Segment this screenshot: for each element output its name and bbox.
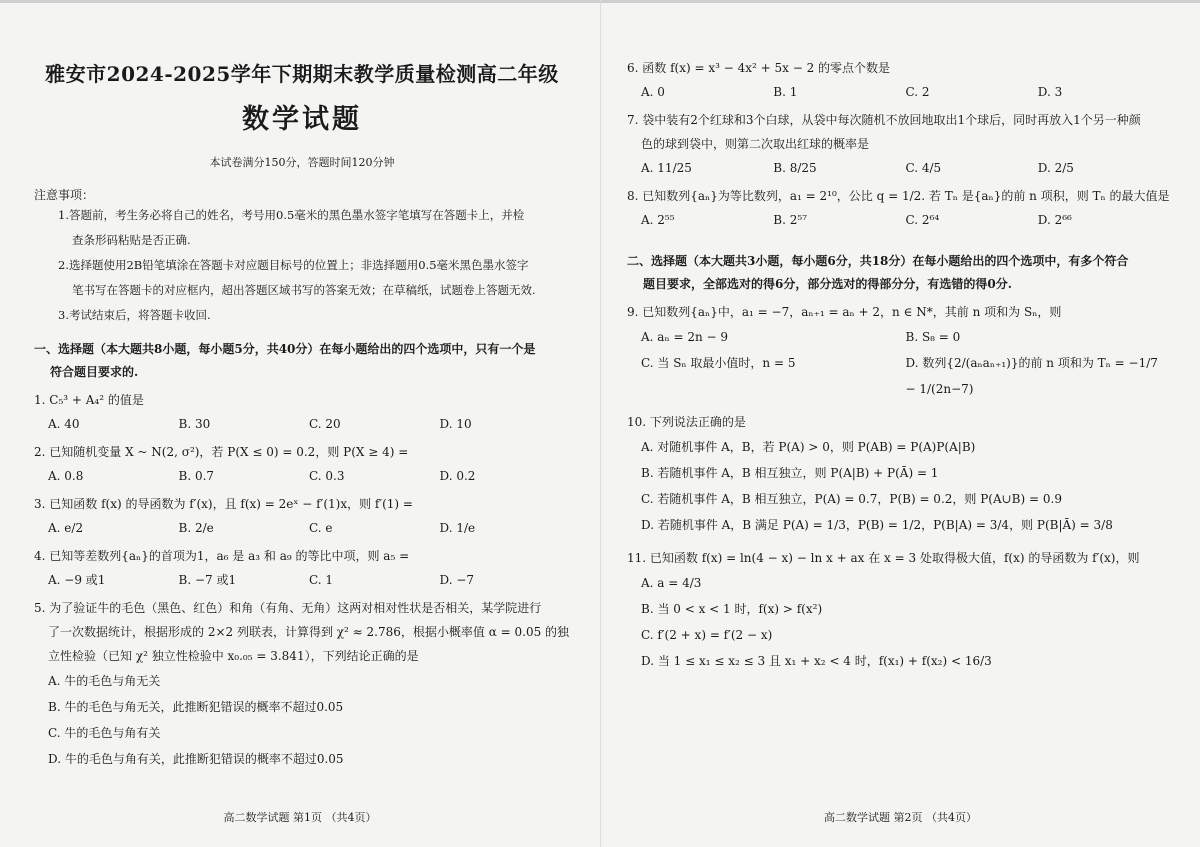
exam-title: 雅安市2024-2025学年下期期末教学质量检测高二年级 <box>45 62 559 86</box>
page-2-footer: 高二数学试题 第2页 （共4页） <box>824 811 977 824</box>
option-d: D. 数列{2/(aₙaₙ₊₁)}的前 n 项和为 Tₙ = −1/7 − 1/(2n−7) <box>905 356 1158 396</box>
option-b: B. 0.7 <box>178 469 215 483</box>
option-d: D. −7 <box>439 573 475 587</box>
option-d: D. 2/5 <box>1037 161 1074 175</box>
question-6 <box>627 56 1170 80</box>
question-10 <box>627 410 1170 434</box>
question-10-option-c: C. 若随机事件 A，B 相互独立，P(A) = 0.7，P(B) = 0.2，则 P(A∪B) = 0.9 <box>641 492 1062 506</box>
option-c: C. 2⁶⁴ <box>905 213 940 227</box>
option-b: B. 2⁵⁷ <box>773 213 807 227</box>
question-9 <box>627 300 1170 324</box>
question-4 <box>34 544 570 568</box>
note-2-line-a: 2.选择题使用2B铅笔填涂在答题卡对应题目标号的位置上；非选择题用0.5毫米黑色墨水签字 <box>58 258 529 272</box>
exam-subtitle: 数学试题 <box>242 104 362 135</box>
option-a: A. −9 或1 <box>48 573 106 587</box>
question-5-stem-3: 立性检验（已知 χ² 独立性检验中 x₀.₀₅ = 3.841），下列结论正确的是 <box>48 649 419 663</box>
question-5-stem-2: 了一次数据统计，根据形成的 2×2 列联表，计算得到 χ² ≈ 2.786，根据小概率值 α = 0.05 的独 <box>48 625 570 639</box>
question-5 <box>34 596 570 668</box>
question-1-stem: 1. C₅³ + A₄² 的值是 <box>34 393 144 407</box>
question-3-options <box>34 516 570 540</box>
question-11-option-a: A. a = 4/3 <box>641 576 702 590</box>
option-a: A. 2⁵⁵ <box>641 213 675 227</box>
note-3 <box>34 303 570 328</box>
question-5-option-d: D. 牛的毛色与角有关，此推断犯错误的概率不超过0.05 <box>48 752 344 766</box>
question-6-options <box>627 80 1170 104</box>
question-10-option-b: B. 若随机事件 A，B 相互独立，则 P(A|B) + P(Ā) = 1 <box>641 466 939 480</box>
exam-meta: 本试卷满分150分，答题时间120分钟 <box>209 156 395 169</box>
section-2-line-b: 题目要求，全部选对的得6分，部分选对的得部分分，有选错的得0分. <box>643 277 1012 291</box>
page-2 <box>600 0 1200 847</box>
option-c: C. e <box>309 521 333 535</box>
page-1-footer: 高二数学试题 第1页 （共4页） <box>223 811 377 824</box>
note-1 <box>34 203 570 253</box>
option-a: A. 0 <box>641 85 665 99</box>
question-3 <box>34 492 570 516</box>
option-d: D. 3 <box>1037 85 1063 99</box>
question-6-stem: 6. 函数 f(x) = x³ − 4x² + 5x − 2 的零点个数是 <box>627 61 891 75</box>
option-c: C. 4/5 <box>905 161 942 175</box>
option-c: C. 当 Sₙ 取最小值时，n = 5 <box>641 356 796 370</box>
question-7 <box>627 108 1170 156</box>
question-9-options-row-1 <box>627 324 1170 350</box>
option-b: B. 2/e <box>178 521 214 535</box>
question-9-stem: 9. 已知数列{aₙ}中，a₁ = −7，aₙ₊₁ = aₙ + 2，n ∈ N*，其前 n 项和为 Sₙ，则 <box>627 305 1062 319</box>
question-8-stem: 8. 已知数列{aₙ}为等比数列，a₁ = 2¹⁰，公比 q = 1/2. 若 Tₙ 是{aₙ}的前 n 项积，则 Tₙ 的最大值是 <box>627 189 1170 203</box>
section-1-line-a: 一、选择题（本大题共8小题，每小题5分，共40分）在每小题给出的四个选项中，只有一个是 <box>34 342 536 356</box>
option-d: D. 2⁶⁶ <box>1037 213 1072 227</box>
note-2 <box>34 253 570 303</box>
option-a: A. e/2 <box>48 521 84 535</box>
option-d: D. 1/e <box>439 521 476 535</box>
option-b: B. 30 <box>178 417 211 431</box>
option-a: A. 11/25 <box>641 161 692 175</box>
question-11-stem: 11. 已知函数 f(x) = ln(4 − x) − ln x + ax 在 x = 3 处取得极大值，f(x) 的导函数为 f′(x)，则 <box>627 551 1140 565</box>
question-4-stem: 4. 已知等差数列{aₙ}的首项为1，a₆ 是 a₃ 和 a₉ 的等比中项，则 a₅ = <box>34 549 410 563</box>
question-10-option-a: A. 对随机事件 A，B，若 P(A) > 0，则 P(AB) = P(A)P(A|B) <box>641 440 976 454</box>
option-a: A. 40 <box>48 417 80 431</box>
question-1 <box>34 388 570 412</box>
question-7-stem: 7. 袋中装有2个红球和3个白球，从袋中每次随机不放回地取出1个球后，同时再放入1个另一种颜 <box>627 113 1141 127</box>
note-3-line-a: 3.考试结束后，将答题卡收回. <box>58 308 211 322</box>
option-b: B. 1 <box>773 85 798 99</box>
section-1-line-b: 符合题目要求的. <box>50 365 139 379</box>
note-1-line-a: 1.答题前，考生务必将自己的姓名，考号用0.5毫米的黑色墨水签字笔填写在答题卡上，并检 <box>58 208 525 222</box>
question-1-options <box>34 412 570 436</box>
option-b: B. 8/25 <box>773 161 817 175</box>
section-1-heading <box>34 338 570 384</box>
question-7-options <box>627 156 1170 180</box>
question-5-option-b: B. 牛的毛色与角无关，此推断犯错误的概率不超过0.05 <box>48 700 344 714</box>
option-c: C. 0.3 <box>309 469 345 483</box>
option-d: D. 0.2 <box>439 469 476 483</box>
question-2-stem: 2. 已知随机变量 X ~ N(2, σ²)，若 P(X ≤ 0) = 0.2，则 P(X ≥ 4) = <box>34 445 409 459</box>
question-10-stem: 10. 下列说法正确的是 <box>627 415 746 429</box>
question-9-options-row-2 <box>627 350 1170 402</box>
section-2-line-a: 二、选择题（本大题共3小题，每小题6分，共18分）在每小题给出的四个选项中，有多个符合 <box>627 254 1129 268</box>
option-d: D. 10 <box>439 417 472 431</box>
option-c: C. 2 <box>905 85 930 99</box>
note-1-line-b: 查条形码粘贴是否正确. <box>72 233 191 247</box>
question-7-stem-2: 色的球到袋中，则第二次取出红球的概率是 <box>641 137 870 151</box>
note-2-line-b: 笔书写在答题卡的对应框内，超出答题区域书写的答案无效；在草稿纸，试题卷上答题无效. <box>72 283 536 297</box>
section-2-heading <box>627 250 1170 296</box>
question-11-option-c: C. f′(2 + x) = f′(2 − x) <box>641 628 773 642</box>
question-4-options <box>34 568 570 592</box>
notes-heading: 注意事项： <box>34 188 95 202</box>
option-b: B. −7 或1 <box>178 573 237 587</box>
option-a: A. 0.8 <box>48 469 84 483</box>
question-11-option-b: B. 当 0 < x < 1 时，f(x) > f(x²) <box>641 602 823 616</box>
option-b: B. S₈ = 0 <box>905 330 961 344</box>
question-11 <box>627 546 1170 570</box>
question-11-option-d: D. 当 1 ≤ x₁ ≤ x₂ ≤ 3 且 x₁ + x₂ < 4 时，f(x₁) + f(x₂) < 16/3 <box>641 654 992 668</box>
question-2-options <box>34 464 570 488</box>
option-c: C. 1 <box>309 573 334 587</box>
question-2 <box>34 440 570 464</box>
question-5-option-a: A. 牛的毛色与角无关 <box>48 674 161 688</box>
question-8-options <box>627 208 1170 232</box>
option-a: A. aₙ = 2n − 9 <box>641 330 729 344</box>
question-3-stem: 3. 已知函数 f(x) 的导函数为 f′(x)，且 f(x) = 2eˣ − f′(1)x，则 f′(1) = <box>34 497 413 511</box>
option-c: C. 20 <box>309 417 341 431</box>
question-5-option-c: C. 牛的毛色与角有关 <box>48 726 161 740</box>
question-10-option-d: D. 若随机事件 A，B 满足 P(A) = 1/3，P(B) = 1/2，P(B|A) = 3/4，则 P(B|Ā) = 3/8 <box>641 518 1113 532</box>
question-5-stem: 5. 为了验证牛的毛色（黑色、红色）和角（有角、无角）这两对相对性状是否相关，某学院进行 <box>34 601 542 615</box>
question-8 <box>627 184 1170 208</box>
